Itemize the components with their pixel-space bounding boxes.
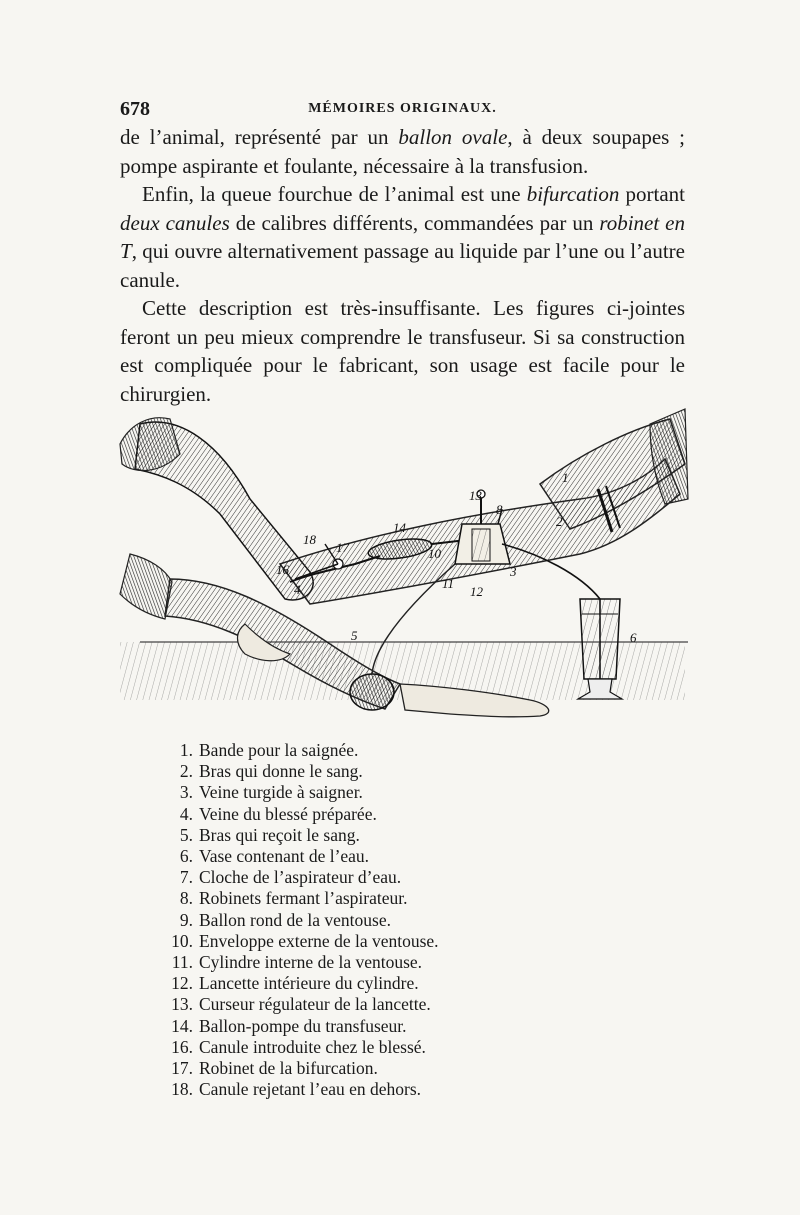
- water-glass: [580, 599, 620, 679]
- emphasis-bifurcation: bifurcation: [526, 182, 620, 206]
- page-header: [120, 98, 685, 124]
- callout-4: 4: [294, 582, 301, 597]
- emphasis-robinet-en-t: robinet en T: [120, 210, 685, 263]
- legend-item: 6. Vase contenant de l’eau.: [179, 846, 370, 867]
- page-number: 678: [120, 98, 150, 120]
- legend-item: 5. Bras qui reçoit le sang.: [179, 824, 360, 845]
- engraving-svg: [110, 404, 692, 734]
- emphasis-ballon-ovale: ballon ovale: [398, 125, 508, 149]
- callout-3: 3: [510, 564, 517, 579]
- callout-14: 14: [393, 520, 406, 535]
- legend-item: 8. Robinets fermant l’aspirateur.: [179, 888, 408, 909]
- legend-item: 10. Enveloppe externe de la ventouse.: [171, 930, 439, 951]
- legend-item: 18. Canule rejetant l’eau en dehors.: [171, 1079, 422, 1100]
- callout-16: 16: [276, 562, 289, 577]
- legend-item: 4. Veine du blessé préparée.: [179, 803, 377, 824]
- round-balloon: [350, 674, 394, 710]
- inner-cylinder: [472, 529, 490, 561]
- legend-item: 12. Lancette intérieure du cylindre.: [171, 973, 419, 994]
- recipient-upper-arm: [120, 554, 172, 619]
- callout-17: 17: [336, 540, 349, 555]
- legend-item: 3. Veine turgide à saigner.: [179, 782, 363, 803]
- legend-item: 13. Curseur régulateur de la lancette.: [171, 994, 431, 1015]
- legend-item: 16. Canule introduite chez le blessé.: [171, 1036, 426, 1057]
- callout-5: 5: [351, 628, 358, 643]
- callout-6: 6: [630, 630, 637, 645]
- callout-1: 1: [562, 470, 569, 485]
- legend-item: 7. Cloche de l’aspirateur d’eau.: [179, 867, 402, 888]
- callout-10: 10: [428, 546, 441, 561]
- emphasis-deux-canules: deux canules: [120, 210, 230, 235]
- paragraph-2: Enfin, la queue fourchue de l’animal est une bifurcation portant deux canules de calibres différents, commandées par un robinet en T, qui ouvre alternativement passage au liquide par l’une ou l’autre canule.: [120, 182, 685, 292]
- legend-item: 1. Bande pour la saignée.: [179, 740, 359, 760]
- callout-8: 8: [496, 502, 503, 517]
- legend-item: 17. Robinet de la bifurcation.: [171, 1058, 378, 1079]
- running-title: MÉMOIRES ORIGINAUX.: [308, 101, 497, 116]
- paragraph-1: de l’animal, représenté par un ballon ovale, à deux soupapes ; pompe aspirante et foulante, nécessaire à la transfusion.: [120, 125, 685, 178]
- body-text: [120, 123, 685, 408]
- callout-12: 12: [470, 584, 483, 599]
- callout-18: 18: [303, 532, 316, 547]
- transfusion-illustration: [110, 404, 692, 734]
- figure-legend: [163, 740, 493, 1100]
- paragraph-3: Cette description est très-insuffisante. Les figures ci-jointes feront un peu mieux comprendre le transfuseur. Si sa construction est compliquée pour le fabricant, son usage est facile pour le chirurgien.: [120, 296, 685, 406]
- legend-item: 11. Cylindre interne de la ventouse.: [171, 952, 423, 973]
- callout-13: 13: [469, 488, 482, 503]
- legend-item: 9. Ballon rond de la ventouse.: [179, 909, 391, 930]
- legend-item: 2. Bras qui donne le sang.: [179, 761, 363, 782]
- callout-2: 2: [556, 514, 563, 529]
- callout-11: 11: [442, 576, 455, 591]
- legend-item: 14. Ballon-pompe du transfuseur.: [171, 1015, 407, 1036]
